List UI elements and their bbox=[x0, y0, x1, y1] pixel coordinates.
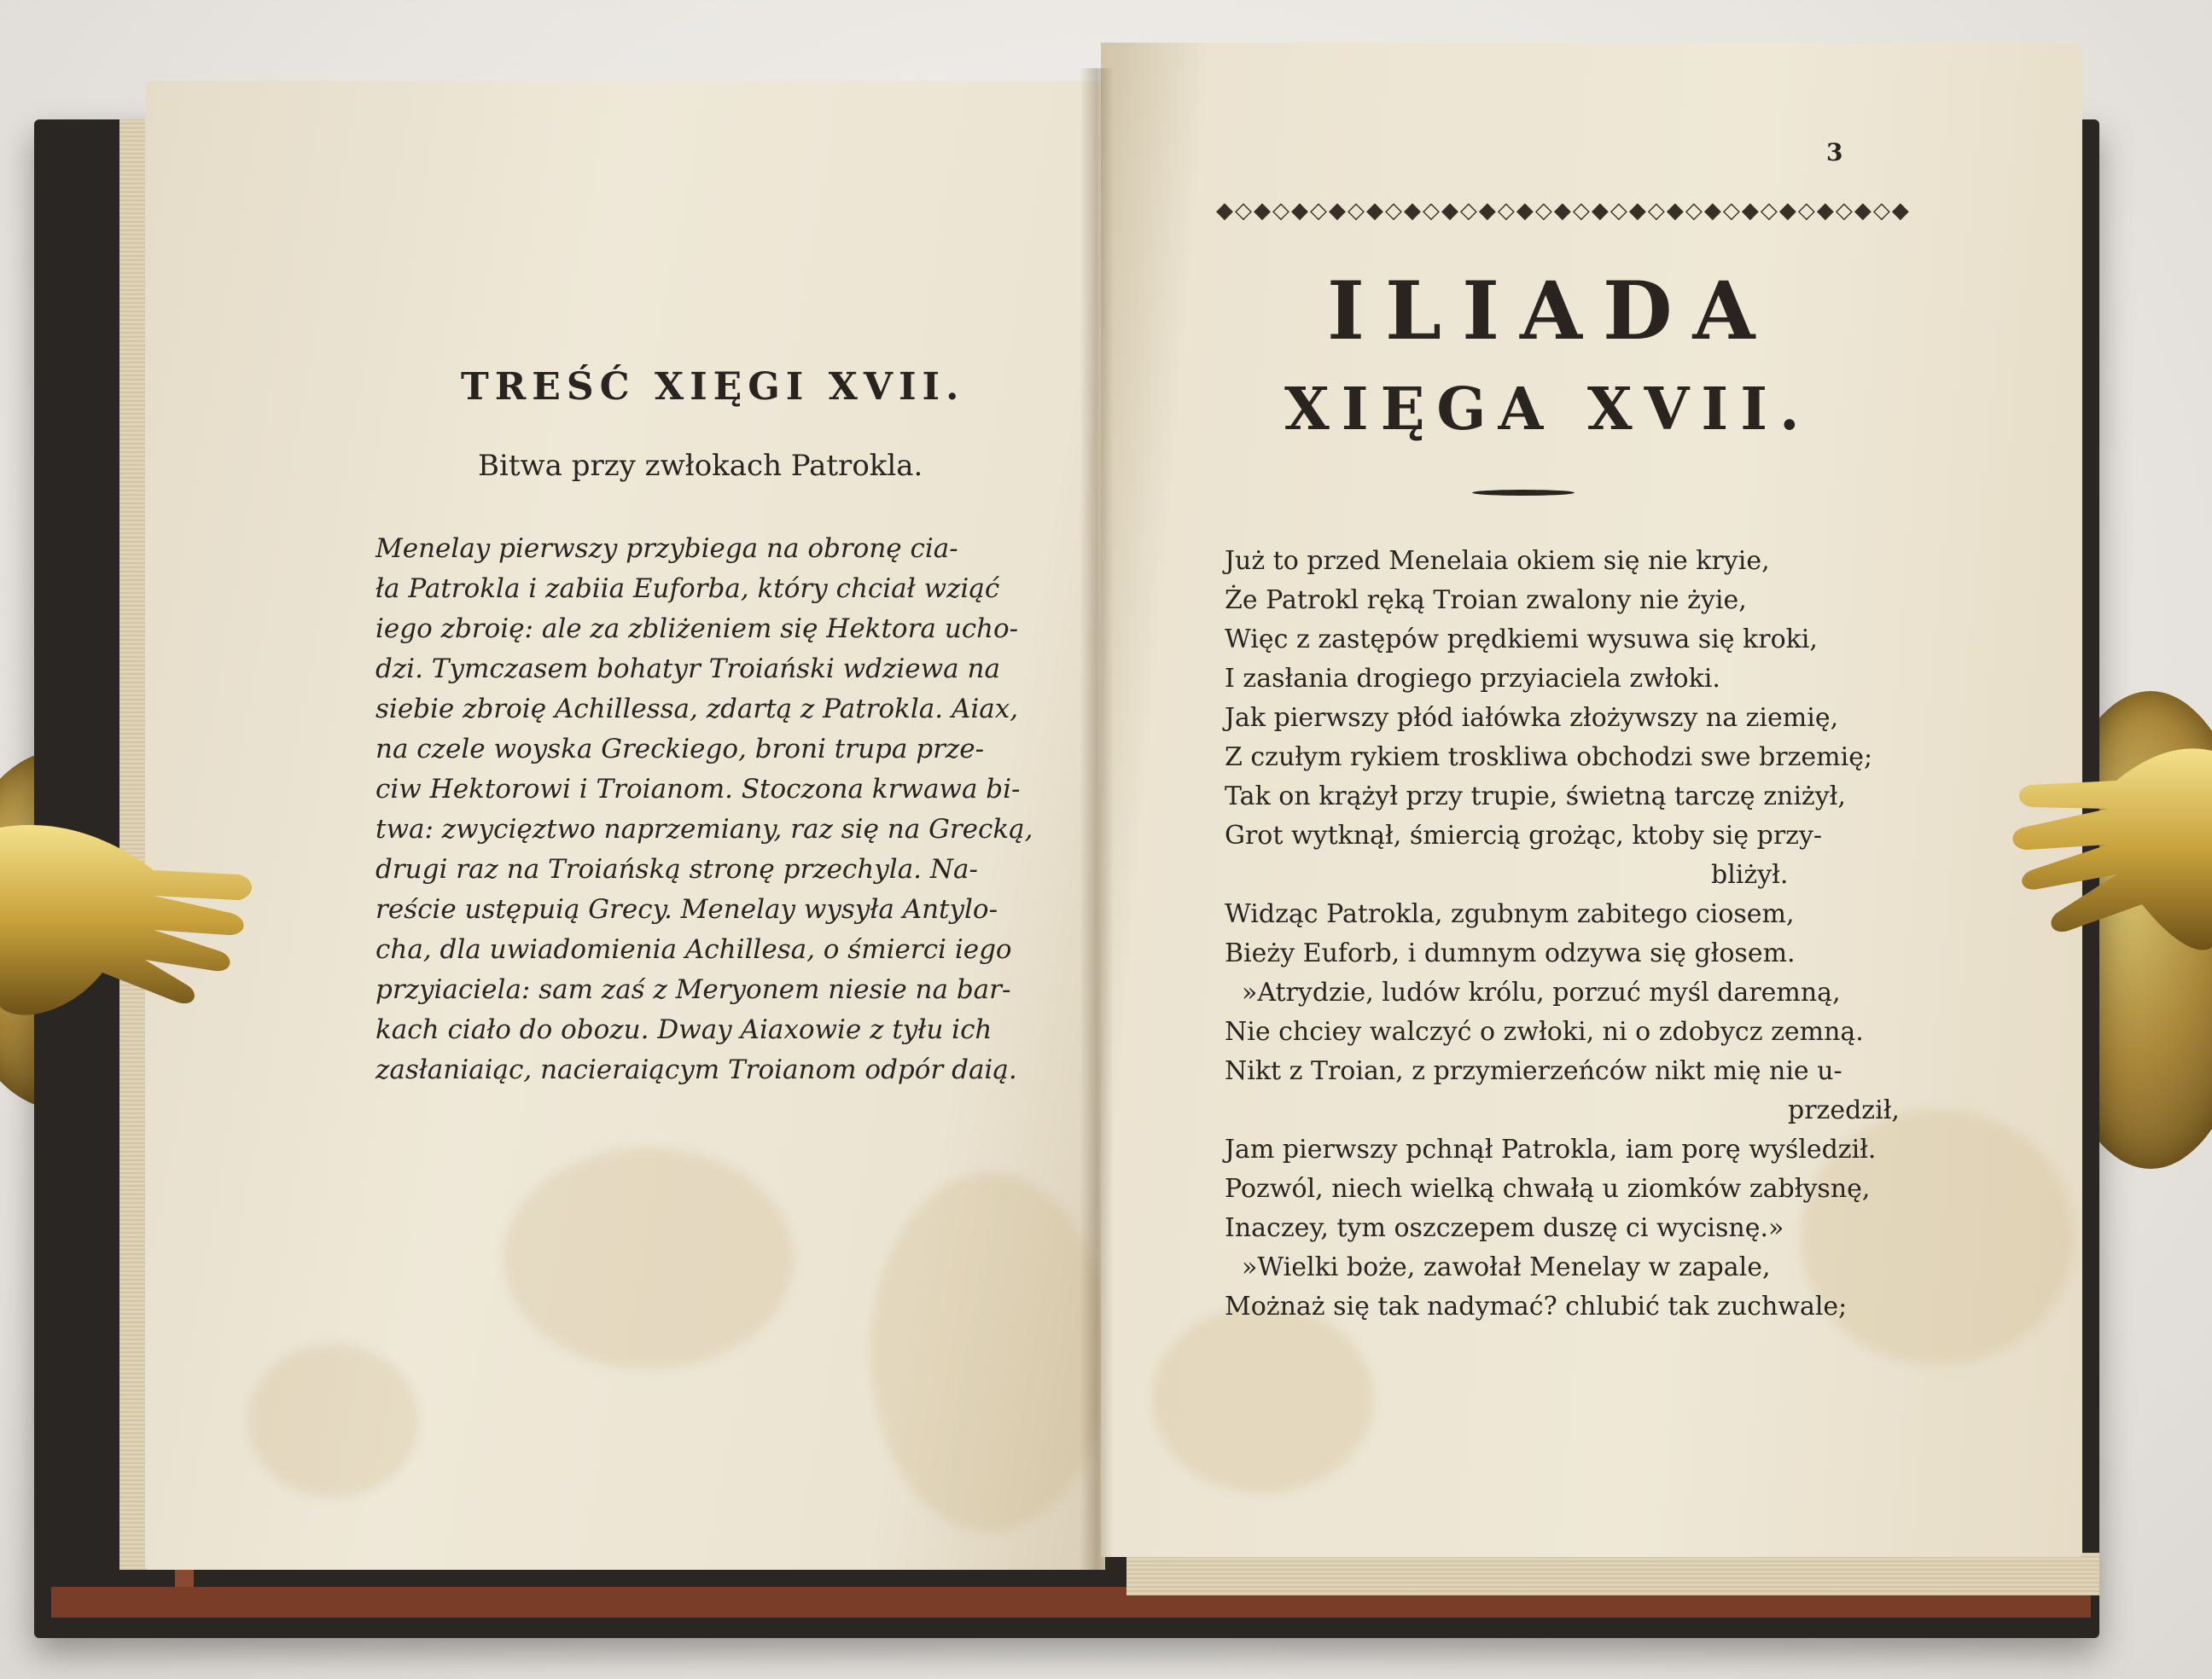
verse-line: Możnaż się tak nadymać? chlubić tak zuchwale; bbox=[1225, 1292, 1848, 1322]
verse-line: Tak on krążył przy trupie, świetną tarczę zniżył, bbox=[1225, 781, 1846, 811]
verse-line: Z czułym rykiem troskliwa obchodzi swe brzemię; bbox=[1225, 742, 1873, 772]
summary-line: ciw Hektorowi i Troianom. Stoczona krwawa bi- bbox=[375, 774, 1021, 805]
summary-line: siebie zbroię Achillessa, zdartą z Patrokla. Aiax, bbox=[375, 694, 1019, 724]
summary-line: Menelay pierwszy przybiega na obronę cia- bbox=[375, 533, 958, 564]
verse-line: Bieży Euforb, i dumnym odzywa się głosem. bbox=[1225, 938, 1796, 968]
book-heading: ILIADA bbox=[1327, 264, 1776, 358]
verse-line: Pozwól, niech wielką chwałą u ziomków zabłysnę, bbox=[1225, 1174, 1871, 1204]
summary-line: na czele woyska Greckiego, broni trupa prze- bbox=[375, 734, 985, 764]
verse-line: przedził, bbox=[1788, 1095, 1900, 1125]
summary-line: cha, dla uwiadomienia Achillesa, o śmierci iego bbox=[375, 934, 1012, 965]
verse-line: »Atrydzie, ludów królu, porzuć myśl daremną, bbox=[1242, 978, 1841, 1008]
summary-line: kach ciało do obozu. Dway Aiaxowie z tyłu ich bbox=[375, 1014, 992, 1045]
verse-block bbox=[1225, 542, 1900, 1327]
book-gutter bbox=[1080, 68, 1114, 1570]
left-page-title: TREŚĆ XIĘGI XVII. bbox=[461, 365, 965, 409]
verse-line: Już to przed Menelaia okiem się nie kryie, bbox=[1225, 546, 1770, 576]
summary-line: ła Patrokla i zabiia Euforba, który chciał wziąć bbox=[375, 573, 1000, 604]
verse-line: bliżył. bbox=[1711, 860, 1789, 890]
page-number: 3 bbox=[1826, 138, 1843, 166]
summary-line: twa: zwycięztwo naprzemiany, raz się na Grecką, bbox=[375, 814, 1033, 845]
left-page-summary bbox=[375, 529, 1033, 1090]
left-page-subtitle: Bitwa przy zwłokach Patrokla. bbox=[478, 449, 923, 483]
verse-line: »Wielki boże, zawołał Menelay w zapale, bbox=[1242, 1252, 1771, 1282]
left-brass-hand bbox=[0, 793, 256, 1066]
verse-line: Nikt z Troian, z przymierzeńców nikt mię nie u- bbox=[1225, 1056, 1842, 1086]
summary-line: przyiaciela: sam zaś z Meryonem niesie na bar- bbox=[375, 974, 1011, 1005]
right-page-stack bbox=[1126, 1553, 2099, 1595]
verse-line: Jak pierwszy płód iałówka złożywszy na ziemię, bbox=[1225, 703, 1839, 733]
verse-line: Grot wytknął, śmiercią grożąc, ktoby się przy- bbox=[1225, 821, 1823, 851]
summary-line: drugi raz na Troiańską stronę przechyla. Na- bbox=[375, 854, 978, 885]
summary-line: dzi. Tymczasem bohatyr Troiański wdziewa na bbox=[375, 654, 1000, 684]
verse-line: Nie chciey walczyć o zwłoki, ni o zdobycz zemną. bbox=[1225, 1017, 1864, 1047]
verse-line: Widząc Patrokla, zgubnym zabitego ciosem, bbox=[1225, 899, 1795, 929]
ornament-border: ◆◇◆◇◆◇◆◇◆◇◆◇◆◇◆◇◆◇◆◇◆◇◆◇◆◇◆◇◆◇◆◇◆◇◆◇◆ bbox=[1216, 198, 1911, 224]
verse-line: Jam pierwszy pchnął Patrokla, iam porę wyśledził. bbox=[1225, 1135, 1877, 1165]
summary-line: reście ustępuią Grecy. Menelay wysyła Antylo- bbox=[375, 894, 998, 925]
verse-line: I zasłania drogiego przyiaciela zwłoki. bbox=[1225, 664, 1720, 694]
verse-line: Że Patrokl ręką Troian zwalony nie żyie, bbox=[1225, 585, 1747, 615]
summary-line: zasłaniaiąc, nacieraiącym Troianom odpór daią. bbox=[375, 1054, 1017, 1085]
heading-rule bbox=[1472, 490, 1575, 496]
verse-line: Inaczey, tym oszczepem duszę ci wycisnę.» bbox=[1225, 1213, 1784, 1243]
verse-line: Więc z zastępów prędkiemi wysuwa się kroki, bbox=[1225, 625, 1818, 654]
right-brass-hand bbox=[2005, 700, 2212, 1041]
summary-line: iego zbroię: ale za zbliżeniem się Hektora ucho- bbox=[375, 613, 1019, 644]
book-subheading: XIĘGA XVII. bbox=[1284, 375, 1812, 444]
